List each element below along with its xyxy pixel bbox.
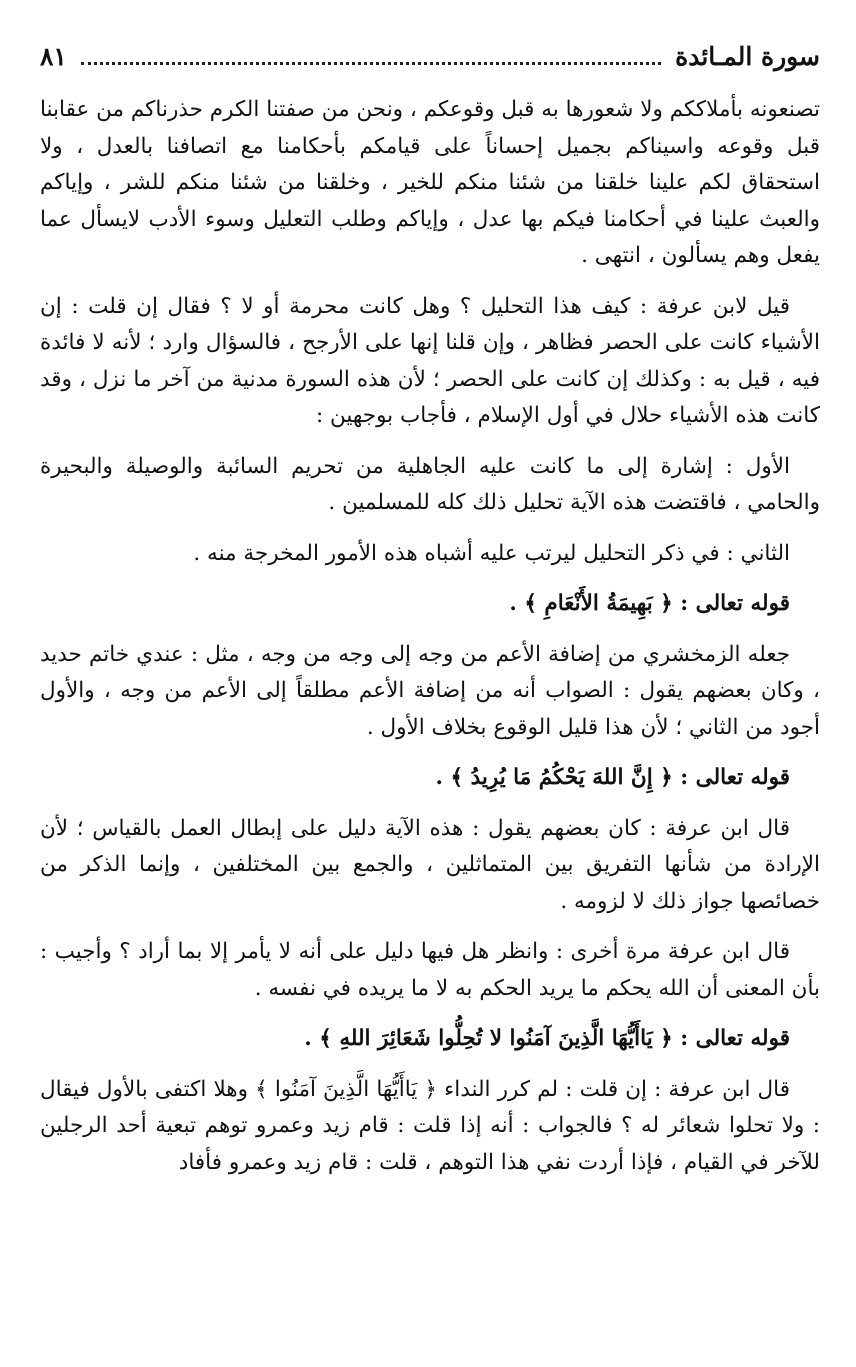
paragraph: جعله الزمخشري من إضافة الأعم من وجه إلى وجه من وجه ، مثل : عندي خاتم حديد ، وكان بعضهم يقول : الصواب أنه من إضافة الأعم مطلقاً إلى الأعم من وجه ، والأول أجود من الثاني ؛ لأن هذا قليل الوقوع بخلاف الأول .: [40, 641, 820, 740]
verse-heading: قوله تعالى : ﴿ إِنَّ اللهَ يَحْكُمُ مَا يُرِيدُ ﴾ .: [435, 765, 790, 790]
paragraph: قال ابن عرفة : كان بعضهم يقول : هذه الآية دليل على إبطال العمل بالقياس ؛ لأن الإرادة من شأنها التفريق بين المتماثلين ، والجمع بين المختلفين ، وإنما الذكر من خصائصها جواز ذلك لا لزومه .: [40, 815, 820, 914]
paragraph: الأول : إشارة إلى ما كانت عليه الجاهلية من تحريم السائبة والوصيلة والبحيرة والحامي ، فاقتضت هذه الآية تحليل ذلك كله للمسلمين .: [40, 453, 820, 515]
paragraph: قال ابن عرفة مرة أخرى : وانظر هل فيها دليل على أنه لا يأمر إلا بما أراد ؟ وأجيب : بأن المعنى أن الله يحكم ما يريد الحكم به لا ما يريده في نفسه .: [40, 939, 820, 1001]
surah-title: سورة المـائدة: [675, 42, 820, 71]
verse-heading: قوله تعالى : ﴿ بَهِيمَةُ الأَنْعَامِ ﴾ .: [509, 591, 790, 616]
page-body: [40, 92, 820, 1181]
paragraph: الثاني : في ذكر التحليل ليرتب عليه أشباه هذه الأمور المخرجة منه .: [193, 540, 790, 566]
paragraph: تصنعونه بأملاككم ولا شعورها به قبل وقوعكم ، ونحن من صفتنا الكرم حذرناكم من عقابنا قبل وقوعه واسيناكم بجميل إحساناً على قيامكم بأحكامنا مع اتصافنا بالعدل ، ولا استحقاق لكم علينا خلقنا من شئنا منكم للخير ، وخلقنا من شئنا منكم للشر ، وإياكم والعبث علينا في أحكامنا فيكم بها عدل ، وإياكم وطلب التعليل وسوء الأدب لايسأل عما يفعل وهم يسألون ، انتهى .: [40, 97, 820, 268]
page-header: [40, 42, 820, 90]
page-number: ٨١: [40, 42, 67, 71]
paragraph: قيل لابن عرفة : كيف هذا التحليل ؟ وهل كانت محرمة أو لا ؟ فقال إن قلت : إن الأشياء كانت على الحصر فظاهر ، وإن قلنا إنها على الأرجح ، فالسؤال وارد ؛ لأنه لا فائدة فيه ، قيل به : وكذلك إن كانت على الحصر ؛ لأن هذه السورة مدنية من آخر ما نزل ، وقد كانت هذه الأشياء حلال في أول الإسلام ، فأجاب بوجهين :: [40, 293, 820, 428]
header-dotted-rule: [81, 62, 661, 65]
paragraph: قال ابن عرفة : إن قلت : لم كرر النداء ﴿ يَاأَيُّهَا الَّذِينَ آمَنُوا ﴾ وهلا اكتفى بالأول فيقال : ولا تحلوا شعائر له ؟ فالجواب : أنه إذا قلت : قام زيد وعمرو توهم تبعية أحد الرجلين للآخر في القيام ، فإذا أردت نفي هذا التوهم ، قلت : قام زيد وعمرو فأفاد: [40, 1076, 820, 1175]
verse-heading: قوله تعالى : ﴿ يَاأَيُّهَا الَّذِينَ آمَنُوا لا تُحِلُّوا شَعَائِرَ اللهِ ﴾ .: [304, 1026, 790, 1051]
